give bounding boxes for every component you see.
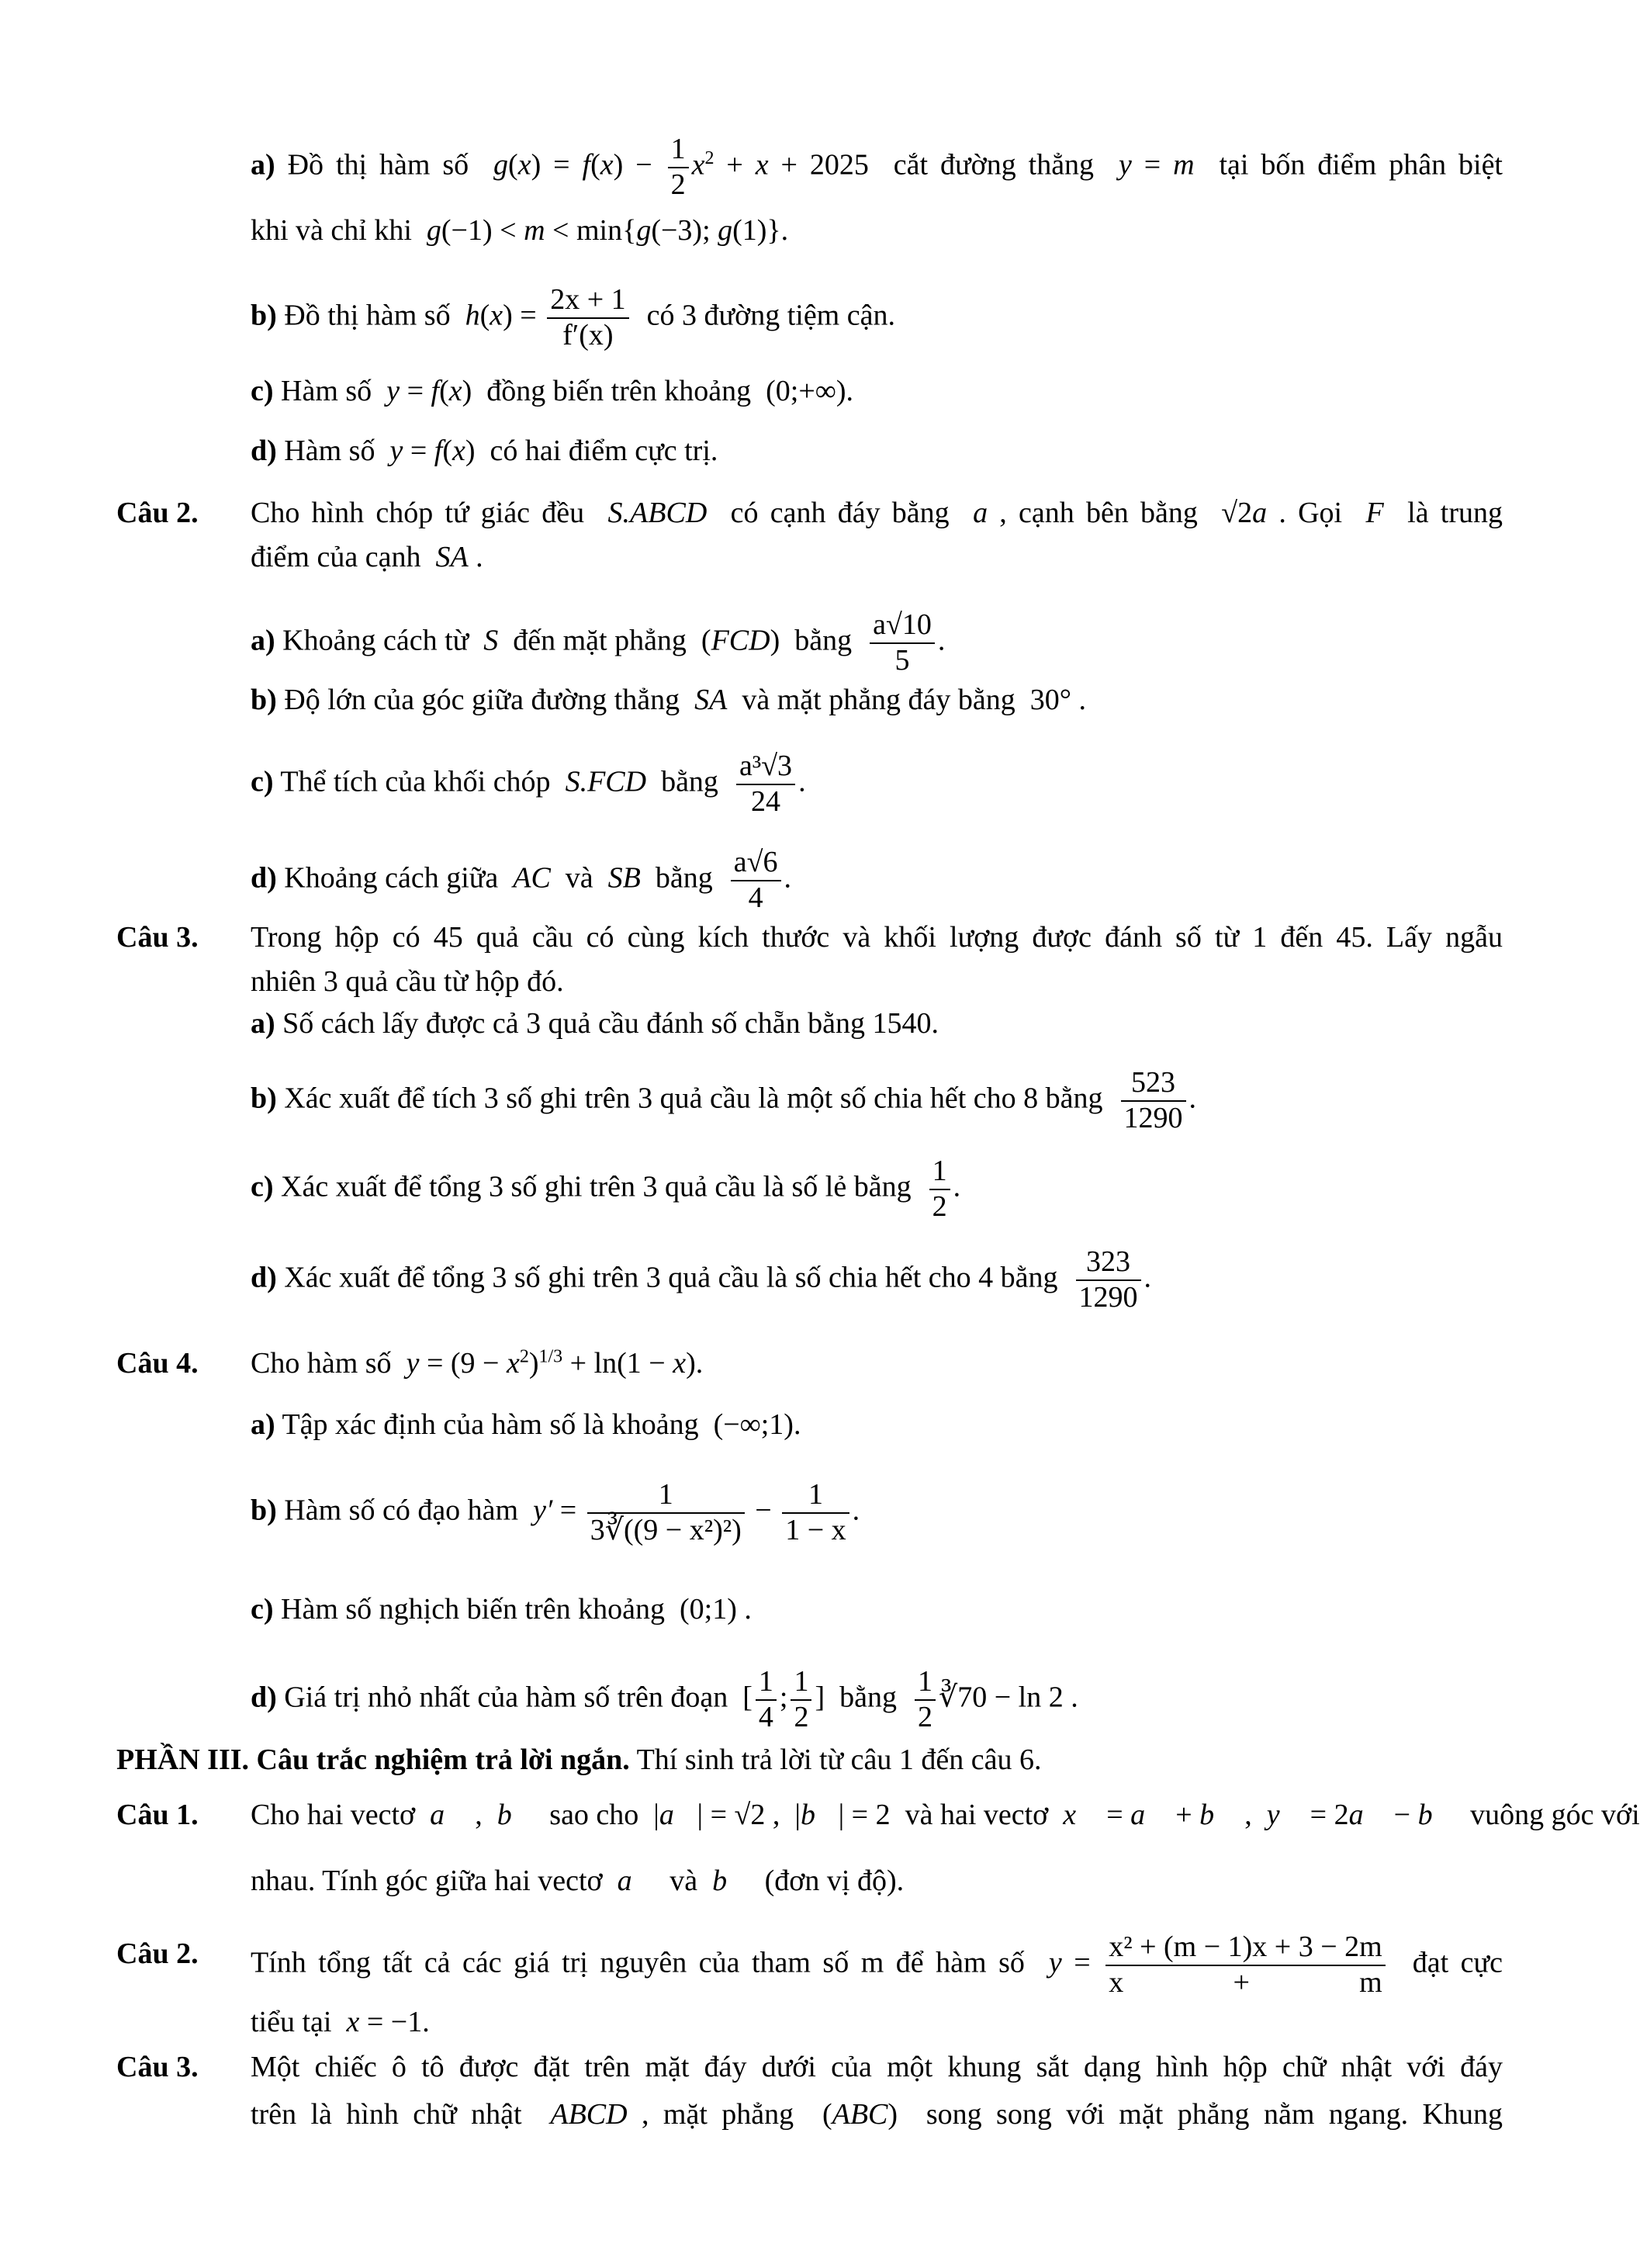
text-line [251, 1478, 860, 1546]
math-expression: x [517, 148, 531, 182]
text: . [852, 1494, 860, 1527]
text: = [1099, 1799, 1131, 1831]
math-expression: y [1048, 1946, 1062, 1979]
denominator: 4 [758, 1700, 773, 1733]
text-line [251, 914, 1503, 961]
text-line [251, 1665, 1078, 1733]
text: Số cách lấy được cả 3 quả cầu đánh số chẵn bằng 1540. [275, 1007, 939, 1040]
math-expression: x [755, 148, 769, 182]
item-label: d) [251, 861, 277, 895]
text: Thí sinh trả lời từ câu 1 đến câu 6. [629, 1743, 1042, 1776]
math-expression: a [1252, 497, 1268, 529]
text-line [251, 2091, 1503, 2138]
text-line [251, 1858, 904, 1904]
text: trên là hình chữ nhật [251, 2098, 551, 2131]
numerator: 523 [1121, 1066, 1186, 1102]
numerator: 323 [1076, 1245, 1141, 1281]
text: ; [779, 1681, 788, 1714]
text-line [251, 677, 1086, 723]
math-expression: ABC [832, 2098, 888, 2131]
text-line [251, 1930, 1503, 1999]
text: là trung [1383, 497, 1503, 529]
text: tiểu tại [251, 2006, 347, 2038]
fraction [929, 1155, 950, 1224]
fraction [587, 1478, 745, 1547]
text: = [400, 375, 431, 407]
text-line [251, 283, 895, 351]
math-expression: x [691, 148, 705, 182]
text: ) = [503, 299, 545, 332]
text: và [655, 1865, 713, 1897]
text-line [251, 1245, 1151, 1314]
math-expression: f [431, 375, 440, 407]
text: Một chiếc ô tô được đặt trên mặt đáy dưới của một khung sắt dạng hình hộp chữ nhật với đáy [251, 2051, 1503, 2083]
math-expression: x [448, 375, 462, 407]
denominator: 4 [748, 881, 763, 914]
text: Đồ thị hàm số [275, 148, 494, 182]
superscript: 2 [519, 1346, 529, 1367]
text: + 2025 cắt đường thẳng [768, 148, 1119, 182]
item-label: d) [251, 435, 277, 467]
text: = (9 − [419, 1347, 507, 1380]
text-line [251, 2044, 1503, 2090]
text: Cho hai vectơ [251, 1799, 431, 1831]
text: và mặt phẳng đáy bằng 30° . [727, 684, 1086, 716]
item-label: c) [251, 765, 274, 798]
text-line [251, 1792, 1640, 1838]
text: . Gọi [1267, 497, 1366, 529]
text-line [251, 207, 788, 254]
math-expression: a⃗ [430, 1799, 468, 1831]
numerator: 1 [756, 1665, 777, 1701]
item-label: a) [251, 1007, 275, 1040]
math-expression: m [1173, 148, 1195, 182]
item-label: b) [251, 684, 277, 716]
text: Hàm số [276, 435, 390, 467]
math-expression: m [524, 214, 545, 247]
fraction [791, 1665, 811, 1734]
denominator: 2 [932, 1189, 947, 1223]
text: = [1061, 1946, 1103, 1979]
text-line [251, 534, 483, 580]
text: Hàm số [273, 375, 387, 407]
math-expression: g [426, 214, 441, 247]
numerator: 1 [929, 1155, 950, 1190]
denominator: 3∛((9 − x²)²) [590, 1513, 742, 1546]
text: ( [442, 435, 452, 467]
math-expression: y⃗ [1266, 1799, 1303, 1831]
text: . [937, 624, 946, 657]
text-line [251, 133, 1503, 201]
text: ( [590, 148, 600, 182]
math-expression: a⃗ [1348, 1799, 1387, 1831]
text: . [1188, 1082, 1197, 1115]
text: Tính tổng tất cả các giá trị nguyên của tham số m để hàm số [251, 1946, 1049, 1979]
denominator: 1290 [1078, 1280, 1138, 1314]
text: ). [686, 1347, 704, 1380]
fraction [731, 846, 781, 915]
text: | = 2 và hai vectơ [838, 1799, 1064, 1831]
text: = −1. [359, 2006, 430, 2038]
math-expression: x⃗ [1063, 1799, 1099, 1831]
numerator: 1 [668, 133, 689, 168]
text-line [251, 1340, 703, 1387]
math-expression: S [483, 624, 499, 657]
denominator: 1 − x [785, 1513, 846, 1546]
text: ∛70 − ln 2 . [939, 1681, 1078, 1714]
text: sao cho | [535, 1799, 659, 1831]
text: Xác xuất để tích 3 số ghi trên 3 quả cầu là một số chia hết cho 8 bằng [276, 1082, 1118, 1115]
text: ( [508, 148, 518, 182]
fraction [668, 133, 689, 202]
text: và [550, 861, 608, 895]
text: Hàm số có đạo hàm [276, 1494, 534, 1527]
text: nhau. Tính góc giữa hai vectơ [251, 1865, 618, 1897]
section-heading [116, 1736, 1041, 1783]
text: điểm của cạnh [251, 541, 436, 573]
text: , mặt phẳng ( [627, 2098, 832, 2131]
text: . [468, 541, 483, 573]
math-expression: y [389, 435, 403, 467]
math-expression: y [406, 1347, 420, 1380]
math-expression: g [718, 214, 733, 247]
item-label: d) [251, 1261, 277, 1294]
fraction [1121, 1066, 1186, 1135]
fraction [736, 750, 795, 819]
text-line [251, 958, 564, 1005]
text: + ln(1 − [562, 1347, 673, 1380]
fraction [782, 1478, 849, 1547]
math-expression: x [490, 299, 503, 332]
math-expression: ABCD [550, 2098, 628, 2131]
math-expression: b⃗ [712, 1865, 750, 1897]
text: có 3 đường tiệm cận. [631, 299, 895, 332]
numerator: a√10 [870, 608, 935, 644]
item-label: a) [251, 148, 275, 182]
text: đạt cực [1388, 1946, 1503, 1979]
text: − [747, 1494, 780, 1527]
question-label: Câu 3. [116, 921, 199, 954]
text-line [251, 846, 791, 914]
numerator: 1 [791, 1665, 811, 1701]
item-label: a) [251, 1408, 275, 1441]
text: + [714, 148, 756, 182]
text: nhiên 3 quả cầu từ hộp đó. [251, 965, 564, 998]
text: , [467, 1799, 497, 1831]
text-line [251, 750, 806, 818]
text: − [1386, 1799, 1418, 1831]
math-expression: AC [513, 861, 551, 895]
text: Xác xuất để tổng 3 số ghi trên 3 quả cầu là số chia hết cho 4 bằng [276, 1261, 1073, 1294]
numerator: 1 [587, 1478, 745, 1514]
text-line [251, 490, 1503, 536]
numerator: 1 [915, 1665, 936, 1701]
text-line [251, 608, 946, 677]
denominator: 24 [751, 784, 780, 818]
math-expression: S.ABCD [607, 497, 708, 529]
fraction [1105, 1930, 1386, 2000]
denominator: 2 [918, 1700, 932, 1733]
item-label: a) [251, 624, 275, 657]
fraction [756, 1665, 777, 1734]
text: = [552, 1494, 584, 1527]
math-expression: b⃗ [801, 1799, 839, 1831]
text: Hàm số nghịch biến trên khoảng (0;1) . [273, 1593, 752, 1626]
text: + [1168, 1799, 1200, 1831]
math-expression: a⃗ [659, 1799, 697, 1831]
text: ) − [613, 148, 665, 182]
text: , [1237, 1799, 1267, 1831]
math-expression: b⃗ [1417, 1799, 1456, 1831]
numerator: x² + (m − 1)x + 3 − 2m [1105, 1930, 1386, 1966]
text: ) bằng [770, 624, 867, 657]
question-label: Câu 4. [116, 1347, 199, 1380]
text: Đồ thị hàm số [276, 299, 465, 332]
text: Tập xác định của hàm số là khoảng (−∞;1). [275, 1408, 801, 1441]
math-expression: b⃗ [1199, 1799, 1237, 1831]
item-label: b) [251, 1082, 277, 1115]
text-line [251, 428, 718, 474]
math-expression: b⃗ [496, 1799, 535, 1831]
text: Cho hình chóp tứ giác đều [251, 497, 608, 529]
text: tại bốn điểm phân biệt [1194, 148, 1503, 182]
math-expression: y′ [533, 1494, 553, 1527]
text-line [251, 1401, 801, 1448]
text: . [784, 861, 791, 895]
text: Độ lớn của góc giữa đường thẳng [276, 684, 695, 716]
text: Cho hàm số [251, 1347, 407, 1380]
math-expression: SA [694, 684, 728, 716]
math-expression: g [493, 148, 509, 182]
text: ] bằng [815, 1681, 912, 1714]
text: ) = [531, 148, 583, 182]
fraction [547, 283, 628, 352]
denominator: f′(x) [562, 318, 614, 351]
text: . [1144, 1261, 1151, 1294]
text: = 2 [1303, 1799, 1349, 1831]
numerator: a√6 [731, 846, 781, 881]
item-label: d) [251, 1681, 277, 1714]
math-expression: f [434, 435, 443, 467]
text: , cạnh bên bằng √2 [988, 497, 1253, 529]
denominator: x + m [1109, 1965, 1382, 1999]
text-line [251, 1155, 961, 1223]
superscript: 1/3 [538, 1346, 563, 1367]
text: (−1) < [441, 214, 524, 247]
text-line [251, 1586, 752, 1633]
text: có cạnh đáy bằng [707, 497, 974, 529]
text: khi và chỉ khi [251, 214, 427, 247]
denominator: 2 [794, 1700, 809, 1733]
text: ) [528, 1347, 539, 1380]
text-line [251, 1999, 430, 2045]
math-expression: x [506, 1347, 520, 1380]
text: (1)}. [732, 214, 789, 247]
text: đến mặt phẳng ( [498, 624, 711, 657]
math-expression: a⃗ [1130, 1799, 1168, 1831]
denominator: 5 [894, 643, 910, 677]
text: (−3); [651, 214, 718, 247]
text: Xác xuất để tổng 3 số ghi trên 3 quả cầu là số lẻ bằng [273, 1170, 926, 1203]
math-expression: x [346, 2006, 360, 2038]
text-line [251, 1066, 1197, 1134]
math-expression: g [636, 214, 652, 247]
math-expression: x [673, 1347, 687, 1380]
math-expression: F [1365, 497, 1384, 529]
fraction [915, 1665, 936, 1734]
text: bằng [640, 861, 728, 895]
math-expression: y [1118, 148, 1132, 182]
numerator: a³√3 [736, 750, 795, 785]
text: . [953, 1170, 961, 1203]
math-expression: x [600, 148, 614, 182]
text: = [403, 435, 434, 467]
question-label: Câu 1. [116, 1799, 199, 1831]
math-expression: S.FCD [565, 765, 647, 798]
text: | = √2 , | [697, 1799, 801, 1831]
question-label: Câu 2. [116, 1937, 199, 1970]
superscript: 2 [704, 147, 714, 168]
question-label: Câu 3. [116, 2051, 199, 2083]
math-expression: x [452, 435, 465, 467]
math-expression: SB [607, 861, 641, 895]
fraction [870, 608, 935, 677]
math-expression: h [465, 299, 480, 332]
text: < min{ [545, 214, 637, 247]
item-label: b) [251, 1494, 277, 1527]
text: ( [479, 299, 490, 332]
item-label: c) [251, 1170, 274, 1203]
text-line [251, 368, 853, 414]
math-expression: FCD [711, 624, 770, 657]
question-label: Câu 2. [116, 497, 199, 529]
denominator: 1290 [1123, 1101, 1183, 1134]
math-expression: SA [435, 541, 469, 573]
item-label: PHẦN III. Câu trắc nghiệm trả lời ngắn. [116, 1743, 630, 1776]
math-expression: f [582, 148, 591, 182]
fraction [1076, 1245, 1141, 1314]
text: Khoảng cách từ [275, 624, 484, 657]
math-expression: a [973, 497, 988, 529]
text: ( [439, 375, 449, 407]
text: . [798, 765, 806, 798]
numerator: 2x + 1 [547, 283, 628, 319]
text: ) song song với mặt phẳng nằm ngang. Khung [887, 2098, 1503, 2131]
text: Trong hộp có 45 quả cầu có cùng kích thước và khối lượng được đánh số từ 1 đến 45. Lấy ngẫu [251, 921, 1503, 954]
text-line [251, 1000, 939, 1047]
numerator: 1 [782, 1478, 849, 1514]
denominator: 2 [670, 168, 686, 201]
text: Thể tích của khối chóp [273, 765, 566, 798]
item-label: c) [251, 375, 274, 407]
math-expression: a⃗ [617, 1865, 656, 1897]
item-label: c) [251, 1593, 274, 1626]
text: bằng [646, 765, 733, 798]
text: (đơn vị độ). [749, 1865, 905, 1897]
text: ) đồng biến trên khoảng (0;+∞). [462, 375, 854, 407]
text: Khoảng cách giữa [276, 861, 514, 895]
text: vuông góc với [1455, 1799, 1640, 1831]
text: = [1131, 148, 1174, 182]
item-label: b) [251, 299, 277, 332]
math-expression: y [386, 375, 400, 407]
text: ) có hai điểm cực trị. [465, 435, 718, 467]
text: Giá trị nhỏ nhất của hàm số trên đoạn [ [276, 1681, 753, 1714]
